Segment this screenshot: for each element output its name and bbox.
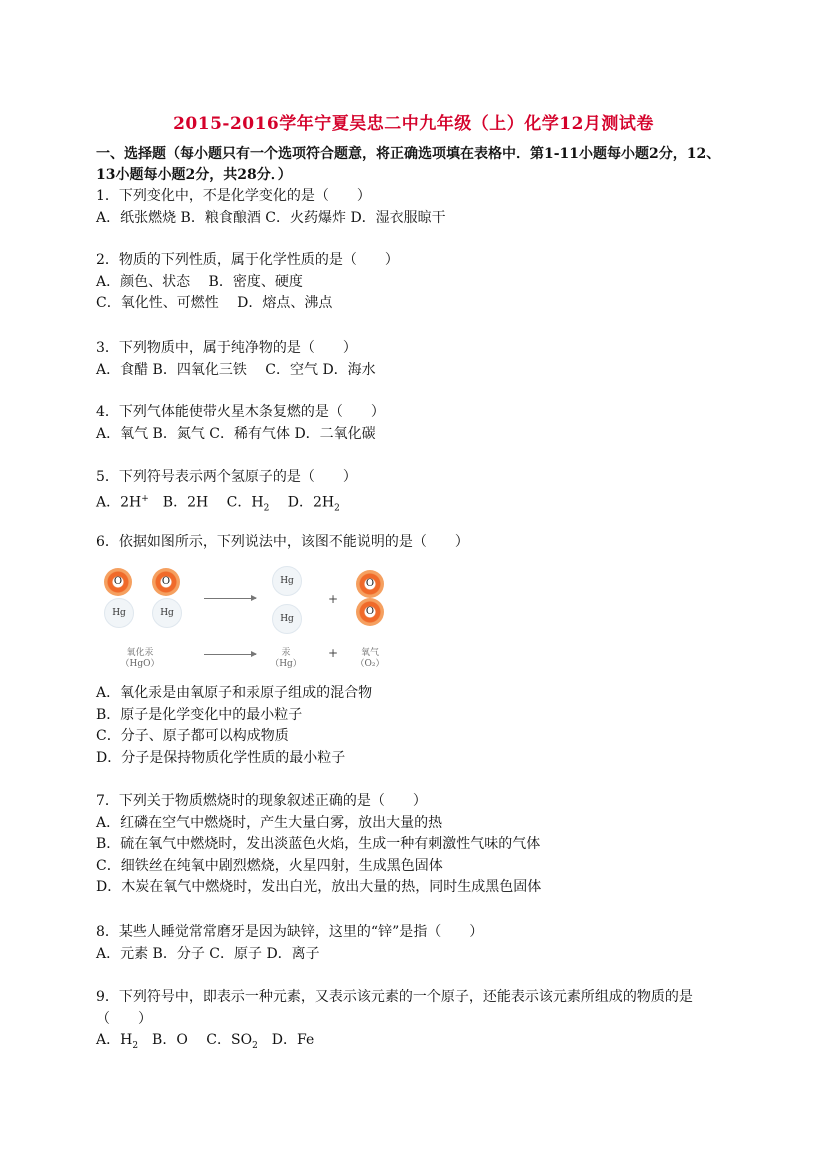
question-options: C．氧化性、可燃性 D．熔点、沸点 xyxy=(96,295,333,311)
question-9 xyxy=(96,987,736,1057)
caption-mercury-oxide: 氧化汞 （HgO） xyxy=(120,648,160,669)
option-d: D．木炭在氧气中燃烧时，发出白光，放出大量的热，同时生成黑色固体 xyxy=(96,879,542,895)
question-options: A．氧气 B．氮气 C．稀有气体 D．二氧化碳 xyxy=(96,425,376,442)
question-stem: 1．下列变化中，不是化学变化的是（ ） xyxy=(96,188,371,204)
question-6-stem xyxy=(96,532,736,554)
option-c: C．分子、原子都可以构成物质 xyxy=(96,728,289,744)
option-a: A．红磷在空气中燃烧时，产生大量白雾，放出大量的热 xyxy=(96,814,443,831)
question-8 xyxy=(96,922,736,965)
mercury-atom: Hg xyxy=(104,598,134,628)
mercury-atom: Hg xyxy=(152,598,182,628)
plus-sign: + xyxy=(328,592,339,606)
plus-sign: + xyxy=(328,646,339,660)
reaction-arrow xyxy=(204,654,256,655)
oxygen-atom: O xyxy=(152,568,180,596)
question-options: A．纸张燃烧 B．粮食酿酒 C．火药爆炸 D．湿衣服晾干 xyxy=(96,209,446,226)
question-7 xyxy=(96,791,736,899)
question-stem: 6．依据如图所示，下列说法中，该图不能说明的是（ ） xyxy=(96,534,469,550)
option-d: D．分子是保持物质化学性质的最小粒子 xyxy=(96,749,346,766)
option-b: B．硫在氧气中燃烧时，发出淡蓝色火焰，生成一种有刺激性气味的气体 xyxy=(96,836,541,852)
reaction-arrow xyxy=(204,598,256,599)
question-options: A．颜色、状态 B．密度、硬度 xyxy=(96,273,303,290)
question-stem: 8．某些人睡觉常常磨牙是因为缺锌，这里的“锌”是指（ ） xyxy=(96,924,484,940)
question-6-options xyxy=(96,683,736,769)
question-4 xyxy=(96,402,736,445)
question-stem: 7．下列关于物质燃烧时的现象叙述正确的是（ ） xyxy=(96,793,427,809)
caption-mercury: 汞 （Hg） xyxy=(270,648,302,669)
mercury-atom: Hg xyxy=(272,566,302,596)
answer-paren: （ ） xyxy=(96,1010,152,1027)
question-options: A．2H+ B．2H C．$H_2$ D．$2H_2$ xyxy=(96,493,340,513)
exam-title: 2015-2016学年宁夏吴忠二中九年级（上）化学12月测试卷 xyxy=(173,114,654,134)
option-b: B．原子是化学变化中的最小粒子 xyxy=(96,706,303,723)
question-options: A．元素 B．分子 C．原子 D．离子 xyxy=(96,945,320,962)
question-stem: 9．下列符号中，即表示一种元素，又表示该元素的一个原子，还能表示该元素所组成的物质的是 xyxy=(96,989,693,1005)
question-2 xyxy=(96,250,736,315)
caption-oxygen: 氧气 （O₂） xyxy=(355,648,385,669)
question-options: A．食醋 B．四氧化三铁 C．空气 D．海水 xyxy=(96,361,376,378)
oxygen-atom: O xyxy=(104,568,132,596)
oxygen-atom: O xyxy=(356,570,384,598)
question-stem: 3．下列物质中，属于纯净物的是（ ） xyxy=(96,340,357,356)
question-5 xyxy=(96,467,736,519)
question-1 xyxy=(96,186,736,229)
mercury-atom: Hg xyxy=(272,604,302,634)
question-stem: 2．物质的下列性质，属于化学性质的是（ ） xyxy=(96,252,399,268)
option-a: A．氧化汞是由氧原子和汞原子组成的混合物 xyxy=(96,685,373,701)
section-heading: 一、选择题（每小题只有一个选项符合题意，将正确选项填在表格中．第1-11小题每小题2分，12、13小题每小题2分，共28分．） xyxy=(96,146,721,183)
question-stem: 4．下列气体能使带火星木条复燃的是（ ） xyxy=(96,404,385,420)
reaction-diagram xyxy=(96,560,416,678)
question-options: A．$H_2$ B．O C．$SO_2$ D．Fe xyxy=(96,1032,315,1051)
question-3 xyxy=(96,338,736,381)
oxygen-atom: O xyxy=(356,598,384,626)
question-stem: 5．下列符号表示两个氢原子的是（ ） xyxy=(96,469,357,485)
option-c: C．细铁丝在纯氧中剧烈燃烧，火星四射，生成黑色固体 xyxy=(96,857,443,874)
